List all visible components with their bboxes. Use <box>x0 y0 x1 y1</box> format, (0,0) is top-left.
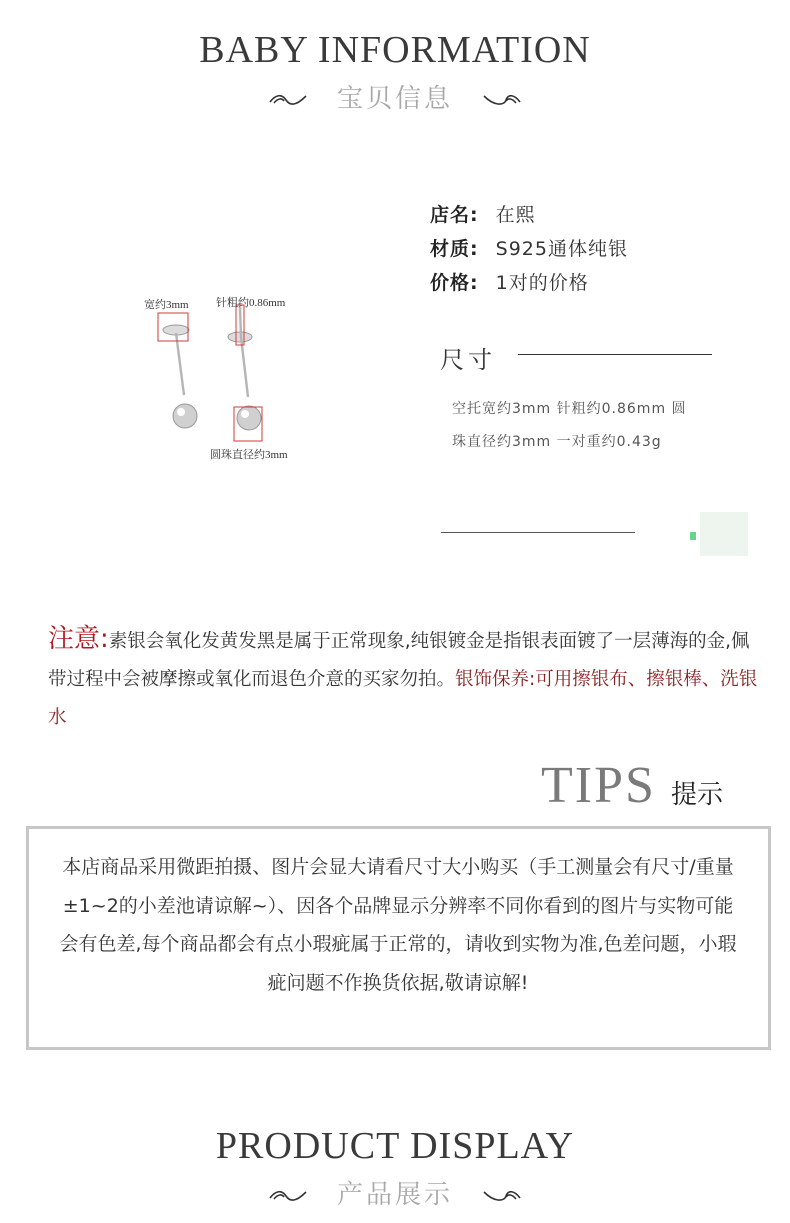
notice-heading: 注意: <box>48 624 109 654</box>
subtitle-text: 宝贝信息 <box>336 84 453 114</box>
tips-title-cn: 提示 <box>671 780 724 810</box>
tips-title: TIPS <box>541 757 656 814</box>
notice-body: 素银会氧化发黄发黑是属于正常现象,纯银镀金是指银表面镀了一层薄海的金,佩带过程中会被摩擦或氧化而退色介意的买家勿拍。 <box>48 631 750 690</box>
notice-paragraph <box>48 620 763 737</box>
swirl-ornament-right-icon <box>482 1188 522 1204</box>
tips-body: 本店商品采用微距拍摄、图片会显大请看尺寸大小购买（手工测量会有尺寸/重量±1~2的小差池请谅解~）、因各个品牌显示分辨率不同你看到的图片与实物可能会有色差,每个商品都会有点小瑕疵属于正常的，请收到实物为准,色差问题，小瑕疵问题不作换货依据,敬请谅解! <box>59 856 737 994</box>
swirl-ornament-right-icon <box>482 92 522 108</box>
notice-care: 银饰保养:可用擦银布、擦银棒、洗银水 <box>48 669 758 728</box>
subtitle-text: 产品展示 <box>336 1180 453 1210</box>
section-subtitle-baby-information <box>0 78 790 115</box>
info-row-shop <box>430 200 536 227</box>
swirl-ornament-left-icon <box>268 92 308 108</box>
shop-value: 在熙 <box>495 204 536 226</box>
size-heading: 尺寸 <box>440 346 496 374</box>
diagram-ball-label: 圆珠直径约3mm <box>210 449 288 461</box>
price-label: 价格: <box>430 272 479 294</box>
material-label: 材质: <box>430 238 479 260</box>
swirl-ornament-left-icon <box>268 1188 308 1204</box>
shop-label: 店名: <box>430 204 479 226</box>
section-subtitle-product-display <box>0 1174 790 1211</box>
size-line-1: 空托宽约3mm 针粗约0.86mm 圆 <box>452 401 687 417</box>
diagram-width-label: 宽约3mm <box>144 299 189 311</box>
material-value: S925通体纯银 <box>495 238 628 260</box>
diagram-needle-label: 针粗约0.86mm <box>216 297 286 309</box>
size-bottom-divider <box>441 532 635 533</box>
earring-size-diagram <box>140 285 320 465</box>
info-row-price <box>430 268 589 295</box>
size-line-2: 珠直径约3mm 一对重约0.43g <box>452 434 662 450</box>
price-value: 1对的价格 <box>495 272 589 294</box>
section-title-product-display: PRODUCT DISPLAY <box>215 1125 575 1167</box>
size-divider <box>518 354 712 355</box>
decor-block <box>700 512 748 556</box>
decor-dot <box>690 532 696 540</box>
info-row-material <box>430 234 628 261</box>
section-title-baby-information: BABY INFORMATION <box>199 29 591 71</box>
